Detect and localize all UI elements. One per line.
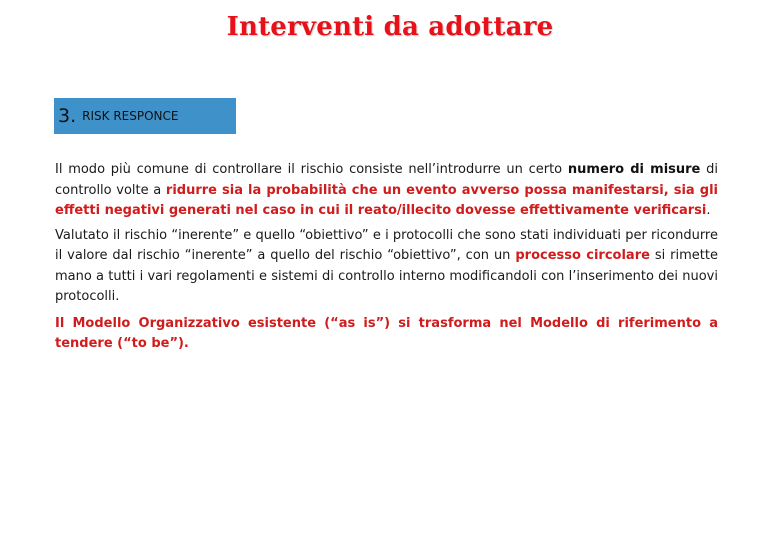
p2-text-1: Valutato il rischio “inerente” e quello “obiettivo” e i protocolli che sono stati individuati per ricondurre il valore dal rischio “inerente” a quello del rischio “obiettivo”, con un <box>55 227 718 263</box>
section-header-box <box>54 98 236 134</box>
p2-text-2: si rimette mano a tutti i vari regolamenti e sistemi di controllo interno modificandoli con l’inserimento dei nuovi protocolli. <box>55 248 718 304</box>
section-label: RISK RESPONCE <box>82 109 179 123</box>
paragraph-model-transform: Il Modello Organizzativo esistente (“as is”) si trasforma nel Modello di riferimento a tendere (“to be”). <box>55 315 718 351</box>
p1-red-reduce: ridurre sia la probabilità che un evento avverso possa manifestarsi, sia gli effetti negativi <box>55 182 718 218</box>
p1-text-1: Il modo più comune di controllare il rischio consiste nell’introdurre un certo <box>55 162 568 177</box>
p1-end: . <box>706 203 711 218</box>
p2-red-circular: processo circolare <box>515 248 650 263</box>
section-number: 3. <box>58 105 77 127</box>
paragraph-protocols <box>55 226 718 308</box>
body-text <box>55 160 718 359</box>
p1-text-2: di controllo volte a <box>55 162 718 198</box>
paragraph-risk-control <box>55 160 718 222</box>
p1-red-generated: generati nel caso in cui il reato/illecito dovesse effettivamente verificarsi <box>164 203 707 218</box>
slide-title: Interventi da adottare <box>226 12 554 42</box>
p1-bold-measures: numero di misure <box>567 162 701 177</box>
